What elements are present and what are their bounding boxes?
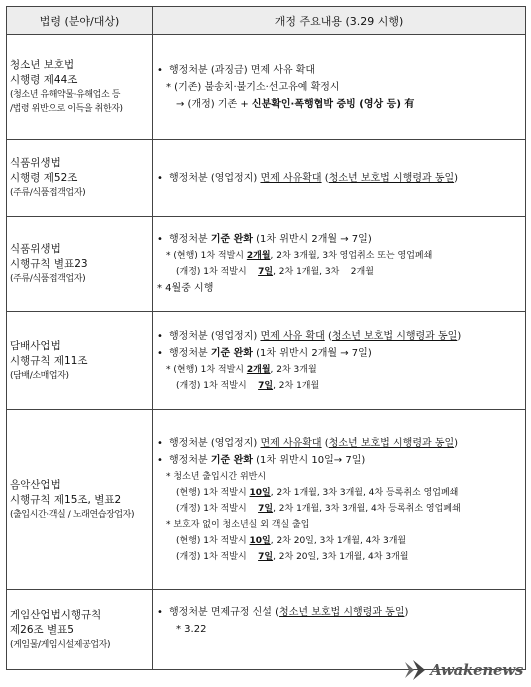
content-line: • 행정처분 기준 완화 (1차 위반시 10일→ 7일) [157,454,366,466]
law-article: 시행규칙 별표23 [10,258,88,270]
table-row [7,217,526,312]
header-content: 개정 주요내용 (3.29 시행) [153,7,526,35]
law-article: 시행령 제44조 [10,74,78,86]
law-cell [7,590,153,670]
law-article: 시행규칙 제15조, 별표2 [10,493,122,506]
law-article: 시행령 제52조 [10,172,78,184]
content-cell [153,410,526,590]
law-cell [7,140,153,217]
content-line: * (현행) 1차 적발시 2개월, 2차 3개월, 3차 영업취소 또는 영업폐쇄 [166,251,433,261]
law-target: (청소년 유해약물·유해업소 등 [10,90,121,100]
content-line: * 3.22 [176,624,207,635]
content-line: → (개정) 기존 + 신분확인·폭행협박 증빙 (영상 등) 有 [176,98,415,110]
law-cell [7,410,153,590]
law-cell [7,217,153,312]
watermark-text: Awakenews [430,661,523,679]
content-line: (개정) 1차 적발시 7일, 2차 1개월, 3차 3개월, 4차 등록취소 영업폐쇄 [176,503,461,514]
content-line: * 4월중 시행 [157,283,214,294]
law-amendment-table [6,6,526,670]
header-law: 법령 (분야/대상) [7,7,153,35]
law-name: 식품위생법 [10,243,61,255]
law-name: 청소년 보호법 [10,59,75,71]
law-target: (주류/식품접객업자) [10,188,86,198]
law-name: 게임산업법시행규칙 [10,608,102,621]
law-cell [7,312,153,410]
law-name: 담배사업법 [10,339,61,352]
content-line: (개정) 1차 적발시 7일, 2차 20일, 3차 1개월, 4차 3개월 [176,551,409,562]
content-line: • 행정처분 (영업정지) 면제 사유확대 (청소년 보호법 시행령과 동일) [157,172,459,184]
table-row [7,140,526,217]
law-article: 시행규칙 제11조 [10,354,88,367]
content-cell [153,312,526,410]
table-row [7,410,526,590]
content-line [157,638,523,655]
content-line: • 행정처분 (영업정지) 면제 사유 확대 (청소년 보호법 시행령과 동일) [157,330,462,342]
law-target: (게임물/게임시설제공업자) [10,639,111,650]
law-name: 음악산업법 [10,478,61,491]
content-line: (현행) 1차 적발시 10일, 2차 20일, 3차 1개월, 4차 3개월 [176,535,407,546]
law-target: /법령 위반으로 이득을 취한자) [10,104,123,114]
content-line: • 행정처분 면제규정 신설 (청소년 보호법 시행령과 동일) [157,607,409,618]
content-cell [153,217,526,312]
awakenews-watermark [405,657,523,683]
content-line: * (현행) 1차 적발시 2개월, 2차 3개월 [166,364,317,375]
content-line: * 보호자 없이 청소년실 외 객실 출입 [166,519,310,530]
law-target: (출입시간·객실 / 노래연습장업자) [10,509,135,520]
law-name: 식품위생법 [10,157,61,169]
law-target: (주류/식품접객업자) [10,274,86,284]
content-line: (개정) 1차 적발시 7일, 2차 1개월 [176,380,320,391]
table-row [7,312,526,410]
content-line: • 행정처분 기준 완화 (1차 위반시 2개월 → 7일) [157,234,372,245]
law-article: 제26조 별표5 [10,623,74,636]
content-line: (개정) 1차 적발시 7일, 2차 1개월, 3차 2개월 [176,267,374,277]
content-line: • 행정처분 기준 완화 (1차 위반시 2개월 → 7일) [157,347,372,359]
content-line: * (기존) 불송치·불기소·선고유예 확정시 [166,81,340,93]
content-line: * 청소년 출입시간 위반시 [166,471,267,482]
table-header-row [7,7,526,35]
law-target: (담배/소매업자) [10,370,69,381]
content-line: • 행정처분 (영업정지) 면제 사유확대 (청소년 보호법 시행령과 동일) [157,437,459,449]
content-cell [153,35,526,140]
double-arrow-icon [405,659,429,681]
content-line: • 행정처분 (과징금) 면제 사유 확대 [157,64,316,76]
table-row [7,35,526,140]
content-line: (현행) 1차 적발시 10일, 2차 1개월, 3차 3개월, 4차 등록취소 영업폐쇄 [176,487,459,498]
content-cell [153,140,526,217]
law-cell [7,35,153,140]
